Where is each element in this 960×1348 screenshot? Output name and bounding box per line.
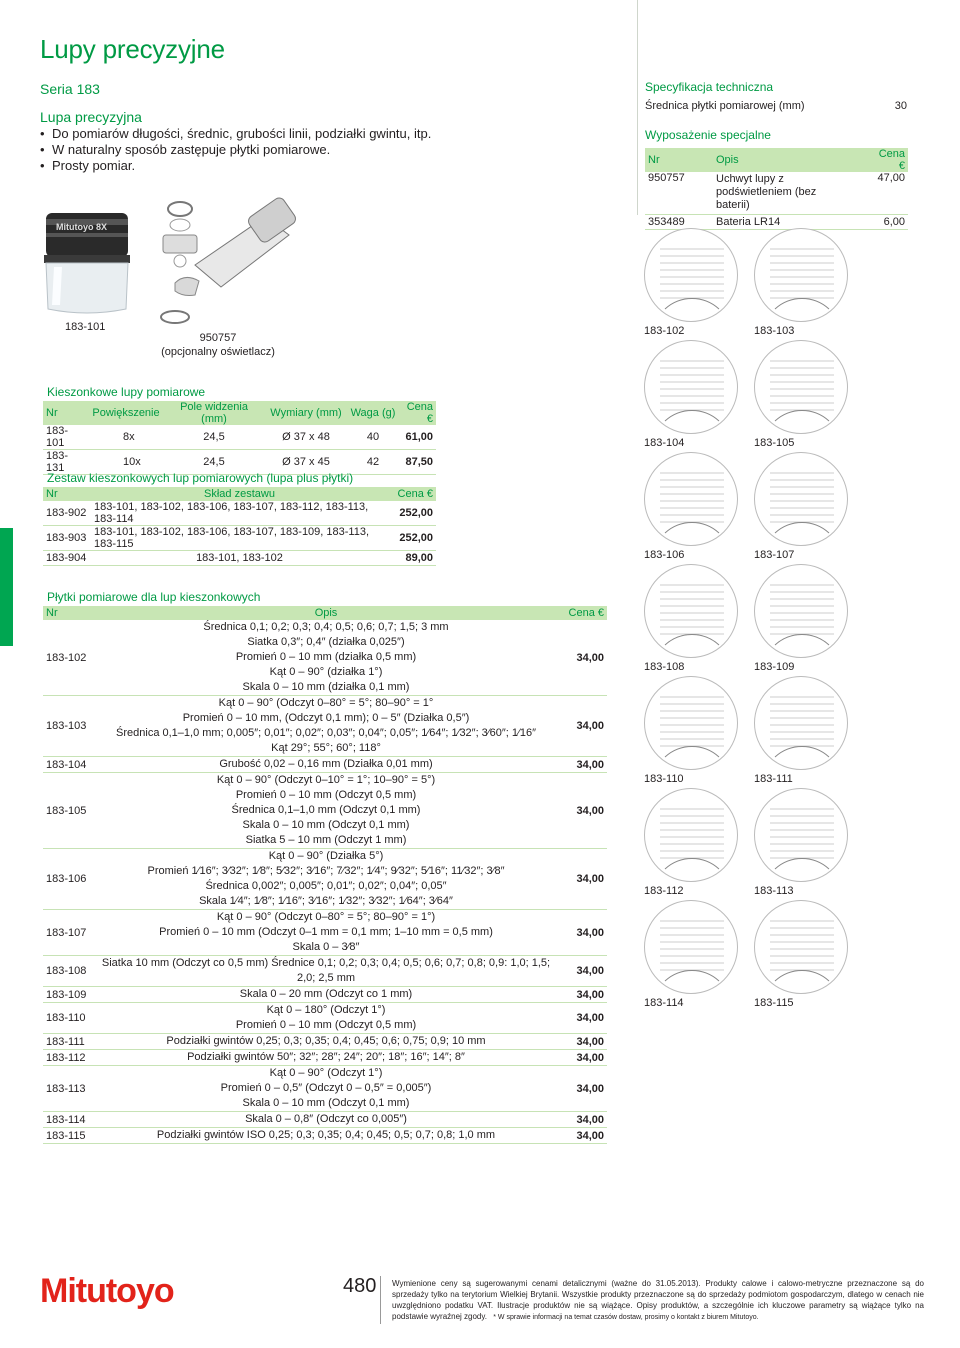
reticle-image xyxy=(644,788,738,882)
reticle-label: 183-102 xyxy=(644,325,685,337)
table-row xyxy=(43,1003,607,1034)
table-row: 183-904 183-101, 183-102 89,00 xyxy=(43,551,436,566)
table-row: 183-101 8x 24,5 Ø 37 x 48 40 61,00 xyxy=(43,425,436,450)
table-row xyxy=(43,1066,607,1112)
table-row xyxy=(43,696,607,757)
brand-logo: Mitutoyo xyxy=(40,1272,174,1310)
description-line: Promień 0 – 10 mm (działka 0,5 mm) xyxy=(235,651,417,663)
feature-item: • W naturalny sposób zastępuje płytki pomiarowe. xyxy=(40,142,431,158)
plate-nr: 183-108 xyxy=(43,956,93,987)
footer-divider xyxy=(380,1276,381,1324)
description-line: Promień 0 – 10 mm (Odczyt 0,5 mm) xyxy=(235,789,417,801)
plate-description xyxy=(93,696,559,757)
table-row xyxy=(43,1050,607,1066)
plate-price: 34,00 xyxy=(559,910,607,956)
table-row xyxy=(43,620,607,696)
plate-description xyxy=(93,987,559,1003)
table-row xyxy=(43,956,607,987)
spec-label: Średnica płytki pomiarowej (mm) xyxy=(645,100,805,112)
plate-description xyxy=(93,1112,559,1128)
kits-heading: Zestaw kieszonkowych lup pomiarowych (lupa plus płytki) xyxy=(47,471,354,485)
description-line: Kąt 29°; 55°; 60°; 118° xyxy=(271,742,381,754)
reticle-image xyxy=(754,340,848,434)
reticle-label: 183-111 xyxy=(754,773,793,785)
table-row: 353489 Bateria LR14 6,00 xyxy=(645,215,908,230)
plate-nr: 183-104 xyxy=(43,757,93,773)
plate-nr: 183-110 xyxy=(43,1003,93,1034)
description-line: Podziałki gwintów 0,25; 0,3; 0,35; 0,4; 0,45; 0,6; 0,75; 0,9; 10 mm xyxy=(166,1035,486,1047)
plate-nr: 183-105 xyxy=(43,773,93,849)
col-nr: Nr xyxy=(645,148,713,172)
plate-price: 34,00 xyxy=(559,849,607,910)
section-tab xyxy=(0,528,13,646)
plate-nr: 183-112 xyxy=(43,1050,93,1066)
special-table xyxy=(645,148,908,230)
illuminator-image xyxy=(155,195,305,325)
plate-nr: 183-111 xyxy=(43,1034,93,1050)
reticle-label: 183-106 xyxy=(644,549,685,561)
fine-print: Wymienione ceny są sugerowanymi cenami detalicznymi (ważne do 31.05.2013). Produkty calowe i calowo-metryczne przeznaczone są do sprzedaży tylko na terytorium Wielkiej Brytanii. Wszystkie produkty przeznaczone są do sprzedaży podmiotom gospodarczym, dlatego w cenach nie uwzględniono podatku VAT. Ilustracje produktów nie są wiążące. Opisy produktów, a szczególnie ich kluczowe parametry są wiążące tylko na podstawie wyraźnej zgody. * W sprawie informacji na temat czasów dostaw, prosimy o kontakt z biurem Mitutoyo. xyxy=(392,1279,924,1321)
description-line: Skala 1⁄4″; 1⁄8″; 1⁄16″; 3⁄16″; 1⁄32″; 3⁄32″; 1⁄64″; 3⁄64″ xyxy=(199,895,453,907)
plate-price: 34,00 xyxy=(559,1034,607,1050)
plate-description xyxy=(93,620,559,696)
plate-price: 34,00 xyxy=(559,620,607,696)
plate-nr: 183-102 xyxy=(43,620,93,696)
reticle-image xyxy=(644,900,738,994)
pocket-heading: Kieszonkowe lupy pomiarowe xyxy=(47,385,206,399)
description-line: Siatka 5 – 10 mm (Odczyt 1 mm) xyxy=(245,834,407,846)
plate-description xyxy=(93,1034,559,1050)
description-line: Kąt 0 – 90° (Odczyt 1°) xyxy=(269,1067,383,1079)
svg-text:Mitutoyo 8X: Mitutoyo 8X xyxy=(56,222,107,232)
product-subtitle: Lupa precyzyjna xyxy=(40,109,142,125)
plate-price: 34,00 xyxy=(559,757,607,773)
pocket-table: Nr Powiększenie Pole widzenia (mm) Wymiary (mm) Waga (g) Cena € 183-101 8x 24,5 Ø 37 x 48 40 61,00 183-131 10x 24,5 Ø 37 x 45 42 87,50 xyxy=(43,401,436,475)
table-row: 183-902 183-101, 183-102, 183-106, 183-107, 183-112, 183-113, 183-114 252,00 xyxy=(43,501,436,526)
plates-heading: Płytki pomiarowe dla lup kieszonkowych xyxy=(47,590,261,604)
col-opis: Opis xyxy=(713,148,872,172)
plate-description xyxy=(93,956,559,987)
kits-table: Nr Skład zestawu Cena € 183-902 183-101, 183-102, 183-106, 183-107, 183-112, 183-113, 183-114 252,00 183-903 183-101, 183-102, 183-106, 183-107, 183-109, 183-113, 183-115 252,00 183-904 183-101, 183-102 89,00 xyxy=(43,487,436,566)
description-line: Kąt 0 – 90° (Odczyt 0–80° = 5°; 80–90° = 1° xyxy=(218,697,434,709)
table-row: 950757 Uchwyt lupy z podświetleniem (bez baterii) 47,00 xyxy=(645,172,908,215)
plate-description xyxy=(93,757,559,773)
plate-nr: 183-109 xyxy=(43,987,93,1003)
reticle-image xyxy=(644,452,738,546)
reticle-label: 183-110 xyxy=(644,773,684,785)
plate-price: 34,00 xyxy=(559,1066,607,1112)
plates-table: Nr Opis Cena € 183-102 Średnica 0,1; 0,2; 0,3; 0,4; 0,5; 0,6; 0,7; 1,5; 3 mm Siatka 0,3″; 0,4″ (działka 0,025″) Promień 0 – 10 mm (działka 0,5 mm) Kąt 0 – 90° (działka 1°) Skala 0 – 10 mm (działka 0,1 mm) 34,00 183-103 Kąt 0 – 90° (Odczyt 0–80° = 5°; 80–90° = 1° Promień 0 – 10 mm, (Odczyt 0,1 mm); 0 – 5″ (Działka 0,5″) Średnica 0,1–1,0 mm; 0,005″; 0,01″; 0,02″; 0,03″; 0,04″; 0,05″; 1⁄64″; 1⁄32″; 3⁄60″; 1⁄16″ Kąt 29°; 55°; 60°; 118° 34,00 183-104 Grubość 0,02 – 0,16 mm (Działka 0,01 mm) 34,00 183-105 Kąt 0 – 90° (Odczyt 0–10° = 1°; 10–90° = 5°) Promień 0 – 10 mm (Odczyt 0,5 mm) Średnica 0,1–1,0 mm (Odczyt 0,1 mm) Skala 0 – 10 mm (Odczyt 0,1 mm) Siatka 5 – 10 mm (Odczyt 1 mm) 34,00 183-106 Kąt 0 – 90° (Działka 5°) Promień 1⁄16″; 3⁄32″; 1⁄8″; 5⁄32″; 3⁄16″; 7⁄32″; 1⁄4″; 9⁄32″; 5⁄16″; 11⁄32″; 3⁄8″ Średnica 0,002″; 0,005″; 0,01″; 0,02″; 0,04″; 0,05″ Skala 1⁄4″; 1⁄8″; 1⁄16″; 3⁄16″; 1⁄32″; 3⁄32″; 1⁄64″; 3⁄64″ 34,00 183-107 Kąt 0 – 90° (Odczyt 0–80° = 5°; 80–90° = 1°) Promień 0 – 10 mm (Odczyt 0–1 mm = 0,1 mm; 1–10 mm = 0,5 mm) Skala 0 – 3⁄8″ 34,00 183-108 Siatka 10 mm (Odczyt co 0,5 mm) Średnice 0,1; 0,2; 0,3; 0,4; 0,5; 0,6; 0,7; 0,8; 0,9: 1,0; 1,5; 2,0; 2,5 mm 34,00 183-109 Skala 0 – 20 mm (Odczyt co 1 mm) 34,00 183-110 Kąt 0 – 180° (Odczyt 1°) Promień 0 – 10 mm (Odczyt 0,5 mm) 34,00 183-111 Podziałki gwintów 0,25; 0,3; 0,35; 0,4; 0,45; 0,6; 0,75; 0,9; 10 mm 34,00 183-112 Podziałki gwintów 50″; 32″; 28″; 24″; 20″; 18″; 16″; 14″; 8″ 34,00 183-113 Kąt 0 – 90° (Odczyt 1°) Promień 0 – 0,5″ (Odczyt 0 – 0,5″ = 0,005″) Skala 0 – 10 mm (Odczyt 0,1 mm) 34,00 183-114 Skala 0 – 0,8″ (Odczyt co 0,005″) 34,00 183-115 Podziałki gwintów ISO 0,25; 0,3; 0,35; 0,4; 0,45; 0,5; 0,7; 0,8; 1,0 mm 34,00 xyxy=(43,606,607,1144)
description-line: Siatka 10 mm (Odczyt co 0,5 mm) Średnice 0,1; 0,2; 0,3; 0,4; 0,5; 0,6; 0,7; 0,8; 0,9: 1,0; 1,5; 2,0; 2,5 mm xyxy=(101,957,551,984)
illuminator-caption: 950757 (opcjonalny oświetlacz) xyxy=(161,332,275,358)
table-row xyxy=(43,849,607,910)
description-line: Średnica 0,1; 0,2; 0,3; 0,4; 0,5; 0,6; 0,7; 1,5; 3 mm xyxy=(203,621,449,633)
reticle-label: 183-115 xyxy=(754,997,794,1009)
reticle-label: 183-107 xyxy=(754,549,795,561)
description-line: Grubość 0,02 – 0,16 mm (Działka 0,01 mm) xyxy=(219,758,433,770)
plate-description xyxy=(93,849,559,910)
reticle-image xyxy=(644,228,738,322)
description-line: Promień 0 – 10 mm, (Odczyt 0,1 mm); 0 – 5″ (Działka 0,5″) xyxy=(182,712,470,724)
reticle-image xyxy=(644,564,738,658)
reticle-label: 183-103 xyxy=(754,325,795,337)
table-row xyxy=(43,773,607,849)
reticle-image xyxy=(754,452,848,546)
plate-nr: 183-106 xyxy=(43,849,93,910)
description-line: Skala 0 – 10 mm (Odczyt 0,1 mm) xyxy=(242,819,410,831)
table-row xyxy=(43,987,607,1003)
series-label: Seria 183 xyxy=(40,81,100,97)
reticle-gallery xyxy=(640,228,860,1009)
page-title: Lupy precyzyjne xyxy=(40,34,225,64)
plate-description xyxy=(93,910,559,956)
column-divider xyxy=(637,0,638,215)
plate-description xyxy=(93,1128,559,1144)
special-heading: Wyposażenie specjalne xyxy=(645,128,771,142)
description-line: Kąt 0 – 90° (działka 1°) xyxy=(269,666,383,678)
plate-description xyxy=(93,1066,559,1112)
plate-price: 34,00 xyxy=(559,773,607,849)
description-line: Kąt 0 – 90° (Odczyt 0–10° = 1°; 10–90° = 5°) xyxy=(216,774,436,786)
plate-price: 34,00 xyxy=(559,956,607,987)
loupe-image xyxy=(42,205,132,317)
description-line: Skala 0 – 0,8″ (Odczyt co 0,005″) xyxy=(245,1113,407,1125)
reticle-label: 183-113 xyxy=(754,885,794,897)
description-line: Promień 0 – 0,5″ (Odczyt 0 – 0,5″ = 0,005″) xyxy=(220,1082,432,1094)
table-row xyxy=(43,1128,607,1144)
loupe-label: 183-101 xyxy=(65,321,106,333)
description-line: Skala 0 – 10 mm (działka 0,1 mm) xyxy=(242,681,410,693)
feature-item: • Do pomiarów długości, średnic, grubości linii, podziałki gwintu, itp. xyxy=(40,126,431,142)
reticle-label: 183-109 xyxy=(754,661,795,673)
description-line: Siatka 0,3″; 0,4″ (działka 0,025″) xyxy=(247,636,405,648)
description-line: Średnica 0,1–1,0 mm (Odczyt 0,1 mm) xyxy=(231,804,421,816)
page-number: 480 xyxy=(343,1275,377,1297)
reticle-label: 183-112 xyxy=(644,885,684,897)
table-row xyxy=(43,1112,607,1128)
reticle-image xyxy=(754,676,848,770)
reticle-label: 183-104 xyxy=(644,437,685,449)
plate-nr: 183-103 xyxy=(43,696,93,757)
reticle-label: 183-105 xyxy=(754,437,795,449)
table-row xyxy=(43,757,607,773)
description-line: Kąt 0 – 180° (Odczyt 1°) xyxy=(266,1004,386,1016)
reticle-label: 183-108 xyxy=(644,661,685,673)
spec-value: 30 xyxy=(894,100,907,112)
reticle-image xyxy=(644,676,738,770)
plate-description xyxy=(93,773,559,849)
table-row xyxy=(43,1034,607,1050)
plate-price: 34,00 xyxy=(559,987,607,1003)
plate-price: 34,00 xyxy=(559,696,607,757)
spec-heading: Specyfikacja techniczna xyxy=(645,80,774,94)
description-line: Promień 0 – 10 mm (Odczyt 0,5 mm) xyxy=(235,1019,417,1031)
description-line: Skala 0 – 20 mm (Odczyt co 1 mm) xyxy=(239,988,413,1000)
description-line: Średnica 0,1–1,0 mm; 0,005″; 0,01″; 0,02″; 0,03″; 0,04″; 0,05″; 1⁄64″; 1⁄32″; 3⁄60″; 1⁄16″ xyxy=(116,727,536,739)
plate-nr: 183-107 xyxy=(43,910,93,956)
plate-price: 34,00 xyxy=(559,1050,607,1066)
description-line: Podziałki gwintów 50″; 32″; 28″; 24″; 20″; 18″; 16″; 14″; 8″ xyxy=(187,1051,465,1063)
plate-price: 34,00 xyxy=(559,1003,607,1034)
description-line: Kąt 0 – 90° (Działka 5°) xyxy=(268,850,384,862)
description-line: Promień 0 – 10 mm (Odczyt 0–1 mm = 0,1 mm; 1–10 mm = 0,5 mm) xyxy=(159,926,493,938)
reticle-image xyxy=(754,228,848,322)
feature-list xyxy=(40,126,431,174)
plate-description xyxy=(93,1050,559,1066)
plate-nr: 183-115 xyxy=(43,1128,93,1144)
reticle-image xyxy=(644,340,738,434)
table-row: 183-131 10x 24,5 Ø 37 x 45 42 87,50 xyxy=(43,450,436,475)
description-line: Średnica 0,002″; 0,005″; 0,01″; 0,02″; 0,04″; 0,05″ xyxy=(205,880,447,892)
plate-price: 34,00 xyxy=(559,1112,607,1128)
reticle-image xyxy=(754,788,848,882)
spec-row xyxy=(645,100,907,112)
plate-description xyxy=(93,1003,559,1034)
description-line: Skala 0 – 3⁄8″ xyxy=(292,941,360,953)
description-line: Promień 1⁄16″; 3⁄32″; 1⁄8″; 5⁄32″; 3⁄16″; 7⁄32″; 1⁄4″; 9⁄32″; 5⁄16″; 11⁄32″; 3⁄8″ xyxy=(147,865,505,877)
reticle-label: 183-114 xyxy=(644,997,684,1009)
plate-price: 34,00 xyxy=(559,1128,607,1144)
table-row xyxy=(43,910,607,956)
plate-nr: 183-113 xyxy=(43,1066,93,1112)
description-line: Skala 0 – 10 mm (Odczyt 0,1 mm) xyxy=(242,1097,410,1109)
description-line: Kąt 0 – 90° (Odczyt 0–80° = 5°; 80–90° = 1°) xyxy=(216,911,436,923)
reticle-image xyxy=(754,564,848,658)
reticle-image xyxy=(754,900,848,994)
col-cena: Cena € xyxy=(872,148,908,172)
plate-nr: 183-114 xyxy=(43,1112,93,1128)
feature-item: • Prosty pomiar. xyxy=(40,158,431,174)
table-row: 183-903 183-101, 183-102, 183-106, 183-107, 183-109, 183-113, 183-115 252,00 xyxy=(43,526,436,551)
description-line: Podziałki gwintów ISO 0,25; 0,3; 0,35; 0,4; 0,45; 0,5; 0,7; 0,8; 1,0 mm xyxy=(156,1129,496,1141)
